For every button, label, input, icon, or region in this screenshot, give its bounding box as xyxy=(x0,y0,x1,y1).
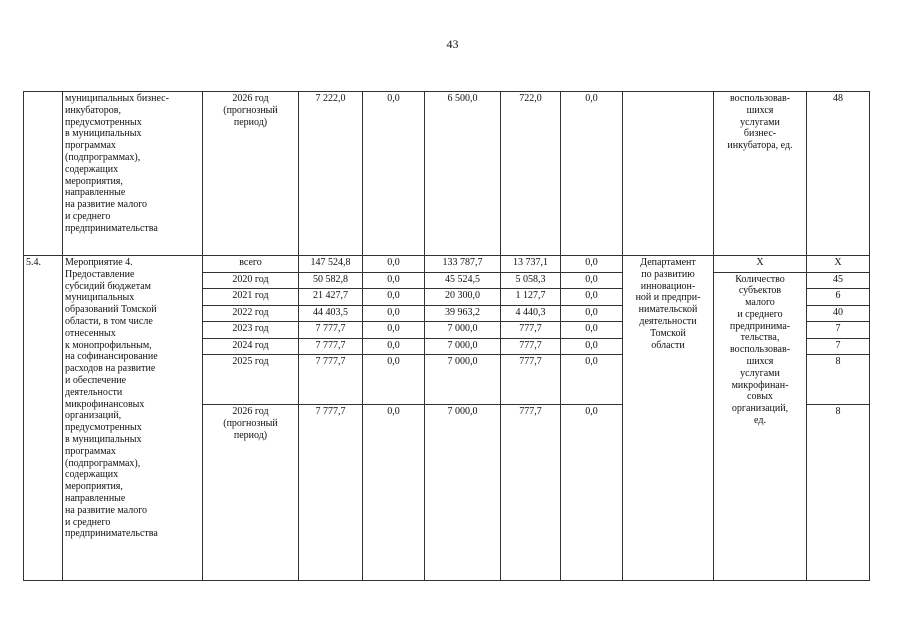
total-cell: 7 777,7 xyxy=(299,355,363,405)
other-cell: 0,0 xyxy=(561,305,623,322)
indicator-value-cell: 8 xyxy=(807,355,870,405)
indicator-value-cell: 40 xyxy=(807,305,870,322)
federal-cell: 0,0 xyxy=(363,405,425,581)
regional-cell: 7 000,0 xyxy=(425,338,501,355)
regional-cell: 7 000,0 xyxy=(425,322,501,339)
year-cell: 2022 год xyxy=(203,305,299,322)
local-cell: 777,7 xyxy=(501,405,561,581)
regional-cell: 7 000,0 xyxy=(425,355,501,405)
regional-cell: 20 300,0 xyxy=(425,289,501,306)
indicator-value-cell: 8 xyxy=(807,405,870,581)
indicator-value-cell: Х xyxy=(807,256,870,273)
item-number: 5.4. xyxy=(24,256,63,581)
federal-cell: 0,0 xyxy=(363,256,425,273)
year-cell: 2025 год xyxy=(203,355,299,405)
total-cell: 50 582,8 xyxy=(299,272,363,289)
year-cell: 2026 год (прогнозный период) xyxy=(203,92,299,256)
total-cell: 21 427,7 xyxy=(299,289,363,306)
year-cell: всего xyxy=(203,256,299,273)
program-table xyxy=(23,91,870,581)
other-cell: 0,0 xyxy=(561,289,623,306)
department-cell: Департамент по развитию инновацион- ной и предпри- нимательской деятельности Томской области xyxy=(623,256,714,581)
year-cell: 2026 год (прогнозный период) xyxy=(203,405,299,581)
indicator-cell: Количество субъектов малого и среднего предпринима- тельства, воспользовав- шихся услугами микрофинан- совых организаций, ед. xyxy=(714,272,807,581)
total-cell: 7 777,7 xyxy=(299,338,363,355)
local-cell: 1 127,7 xyxy=(501,289,561,306)
total-cell: 7 777,7 xyxy=(299,405,363,581)
item-number xyxy=(24,92,63,256)
other-cell: 0,0 xyxy=(561,272,623,289)
indicator-cell: Х xyxy=(714,256,807,273)
regional-cell: 133 787,7 xyxy=(425,256,501,273)
local-cell: 13 737,1 xyxy=(501,256,561,273)
federal-cell: 0,0 xyxy=(363,272,425,289)
federal-cell: 0,0 xyxy=(363,322,425,339)
other-cell: 0,0 xyxy=(561,355,623,405)
federal-cell: 0,0 xyxy=(363,305,425,322)
total-cell: 7 222,0 xyxy=(299,92,363,256)
other-cell: 0,0 xyxy=(561,322,623,339)
regional-cell: 6 500,0 xyxy=(425,92,501,256)
other-cell: 0,0 xyxy=(561,405,623,581)
federal-cell: 0,0 xyxy=(363,289,425,306)
year-cell: 2020 год xyxy=(203,272,299,289)
regional-cell: 7 000,0 xyxy=(425,405,501,581)
local-cell: 5 058,3 xyxy=(501,272,561,289)
indicator-cell: воспользовав- шихся услугами бизнес- инкубатора, ед. xyxy=(714,92,807,256)
page-number: 43 xyxy=(446,37,459,51)
year-cell: 2021 год xyxy=(203,289,299,306)
local-cell: 722,0 xyxy=(501,92,561,256)
indicator-value-cell: 48 xyxy=(807,92,870,256)
other-cell: 0,0 xyxy=(561,92,623,256)
indicator-value-cell: 7 xyxy=(807,322,870,339)
regional-cell: 39 963,2 xyxy=(425,305,501,322)
indicator-value-cell: 6 xyxy=(807,289,870,306)
total-cell: 44 403,5 xyxy=(299,305,363,322)
total-cell: 147 524,8 xyxy=(299,256,363,273)
local-cell: 777,7 xyxy=(501,355,561,405)
year-cell: 2023 год xyxy=(203,322,299,339)
other-cell: 0,0 xyxy=(561,338,623,355)
year-cell: 2024 год xyxy=(203,338,299,355)
total-cell: 7 777,7 xyxy=(299,322,363,339)
indicator-value-cell: 7 xyxy=(807,338,870,355)
table-row xyxy=(24,256,870,273)
department-cell xyxy=(623,92,714,256)
federal-cell: 0,0 xyxy=(363,92,425,256)
local-cell: 777,7 xyxy=(501,322,561,339)
regional-cell: 45 524,5 xyxy=(425,272,501,289)
federal-cell: 0,0 xyxy=(363,338,425,355)
table-row xyxy=(24,92,870,256)
item-name: муниципальных бизнес- инкубаторов, предусмотренных в муниципальных программах (подпрограммах), содержащих мероприятия, направленные на развитие малого и среднего предпринимательства xyxy=(63,92,203,256)
federal-cell: 0,0 xyxy=(363,355,425,405)
indicator-value-cell: 45 xyxy=(807,272,870,289)
local-cell: 777,7 xyxy=(501,338,561,355)
item-name: Мероприятие 4. Предоставление субсидий бюджетам муниципальных образований Томской области, в том числе отнесенных к монопрофильным, на софинансирование расходов на развитие и обеспечение деятельности микрофинансовых организаций, предусмотренных в муниципальных программах (подпрограммах), содержащих мероприятия, направленные на развитие малого и среднего предпринимательства xyxy=(63,256,203,581)
other-cell: 0,0 xyxy=(561,256,623,273)
local-cell: 4 440,3 xyxy=(501,305,561,322)
